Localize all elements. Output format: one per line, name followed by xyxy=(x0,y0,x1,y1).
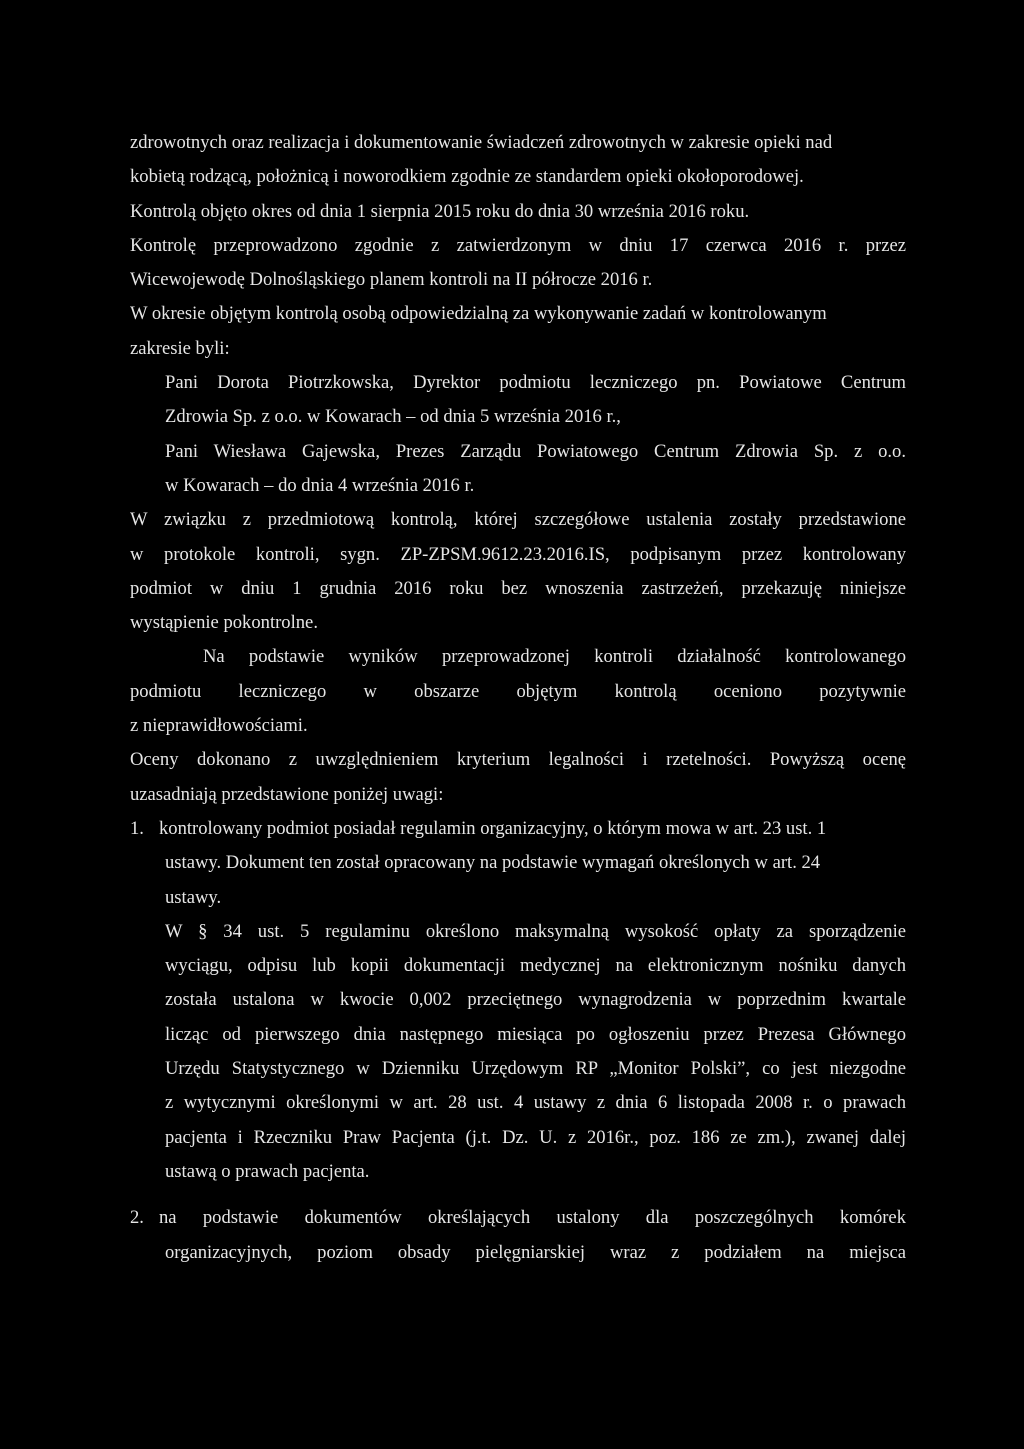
text-line: Na podstawie wyników przeprowadzonej kontroli działalność kontrolowanego xyxy=(203,646,906,668)
text-line: uzasadniają przedstawione poniżej uwagi: xyxy=(130,783,444,805)
text-line: w protokole kontroli, sygn. ZP-ZPSM.9612.23.2016.IS, podpisanym przez kontrolowany xyxy=(130,543,906,565)
list-item xyxy=(130,812,906,846)
text-line: z wytycznymi określonymi w art. 28 ust. 4 ustawy z dnia 6 listopada 2008 r. o prawach xyxy=(165,1092,906,1114)
text-line: Pani Dorota Piotrzkowska, Dyrektor podmiotu leczniczego pn. Powiatowe Centrum xyxy=(165,372,906,394)
text-line: w Kowarach – do dnia 4 września 2016 r. xyxy=(165,474,475,496)
text-line: Wicewojewodę Dolnośląskiego planem kontroli na II półrocze 2016 r. xyxy=(130,269,653,291)
text-line: została ustalona w kwocie 0,002 przeciętnego wynagrodzenia w poprzednim kwartale xyxy=(165,989,906,1011)
text-line: zdrowotnych oraz realizacja i dokumentowanie świadczeń zdrowotnych w zakresie opieki nad xyxy=(130,132,833,153)
text-line: Zdrowia Sp. z o.o. w Kowarach – od dnia 5 września 2016 r., xyxy=(165,406,621,428)
text-line: podmiotu leczniczego w obszarze objętym kontrolą oceniono pozytywnie xyxy=(130,680,906,702)
text-line: zakresie byli: xyxy=(130,337,230,359)
text-line: W § 34 ust. 5 regulaminu określono maksymalną wysokość opłaty za sporządzenie xyxy=(165,920,906,942)
text-line: kobietą rodzącą, położnicą i noworodkiem zgodnie ze standardem opieki okołoporodowej. xyxy=(130,166,804,188)
spacer xyxy=(130,1189,906,1201)
text-line: ustawy. Dokument ten został opracowany na podstawie wymagań określonych w art. 24 xyxy=(165,852,821,874)
text-line: na podstawie dokumentów określających ustalony dla poszczególnych komórek xyxy=(159,1207,906,1229)
text-line: Kontrolą objęto okres od dnia 1 sierpnia 2015 roku do dnia 30 września 2016 roku. xyxy=(130,200,750,222)
text-line: organizacyjnych, poziom obsady pielęgniarskiej wraz z podziałem na miejsca xyxy=(165,1241,906,1263)
list-number: 2. xyxy=(130,1207,144,1229)
text-line: wystąpienie pokontrolne. xyxy=(130,612,318,634)
text-line: kontrolowany podmiot posiadał regulamin organizacyjny, o którym mowa w art. 23 ust. 1 xyxy=(159,817,827,839)
list-item xyxy=(130,1201,906,1235)
text-line: W związku z przedmiotową kontrolą, której szczegółowe ustalenia zostały przedstawione xyxy=(130,509,906,531)
text-line: z nieprawidłowościami. xyxy=(130,715,308,737)
text-line: Urzędu Statystycznego w Dzienniku Urzędowym RP „Monitor Polski”, co jest niezgodne xyxy=(165,1058,906,1080)
text-line: podmiot w dniu 1 grudnia 2016 roku bez wnoszenia zastrzeżeń, przekazuję niniejsze xyxy=(130,577,906,599)
text-line: licząc od pierwszego dnia następnego miesiąca po ogłoszeniu przez Prezesa Głównego xyxy=(165,1023,906,1045)
text-line: Kontrolę przeprowadzono zgodnie z zatwierdzonym w dniu 17 czerwca 2016 r. przez xyxy=(130,234,906,256)
text-line: ustawą o prawach pacjenta. xyxy=(165,1160,370,1182)
text-line: pacjenta i Rzeczniku Praw Pacjenta (j.t. Dz. U. z 2016r., poz. 186 ze zm.), zwanej dalej xyxy=(165,1126,906,1148)
text-line: ustawy. xyxy=(165,886,222,908)
text-line: W okresie objętym kontrolą osobą odpowiedzialną za wykonywanie zadań w kontrolowanym xyxy=(130,303,827,325)
document-page xyxy=(130,126,906,1270)
list-number: 1. xyxy=(130,817,144,839)
text-line: Oceny dokonano z uwzględnieniem kryterium legalności i rzetelności. Powyższą ocenę xyxy=(130,749,906,771)
text-line: Pani Wiesława Gajewska, Prezes Zarządu Powiatowego Centrum Zdrowia Sp. z o.o. xyxy=(165,440,906,462)
text-line: wyciągu, odpisu lub kopii dokumentacji medycznej na elektronicznym nośniku danych xyxy=(165,955,906,977)
